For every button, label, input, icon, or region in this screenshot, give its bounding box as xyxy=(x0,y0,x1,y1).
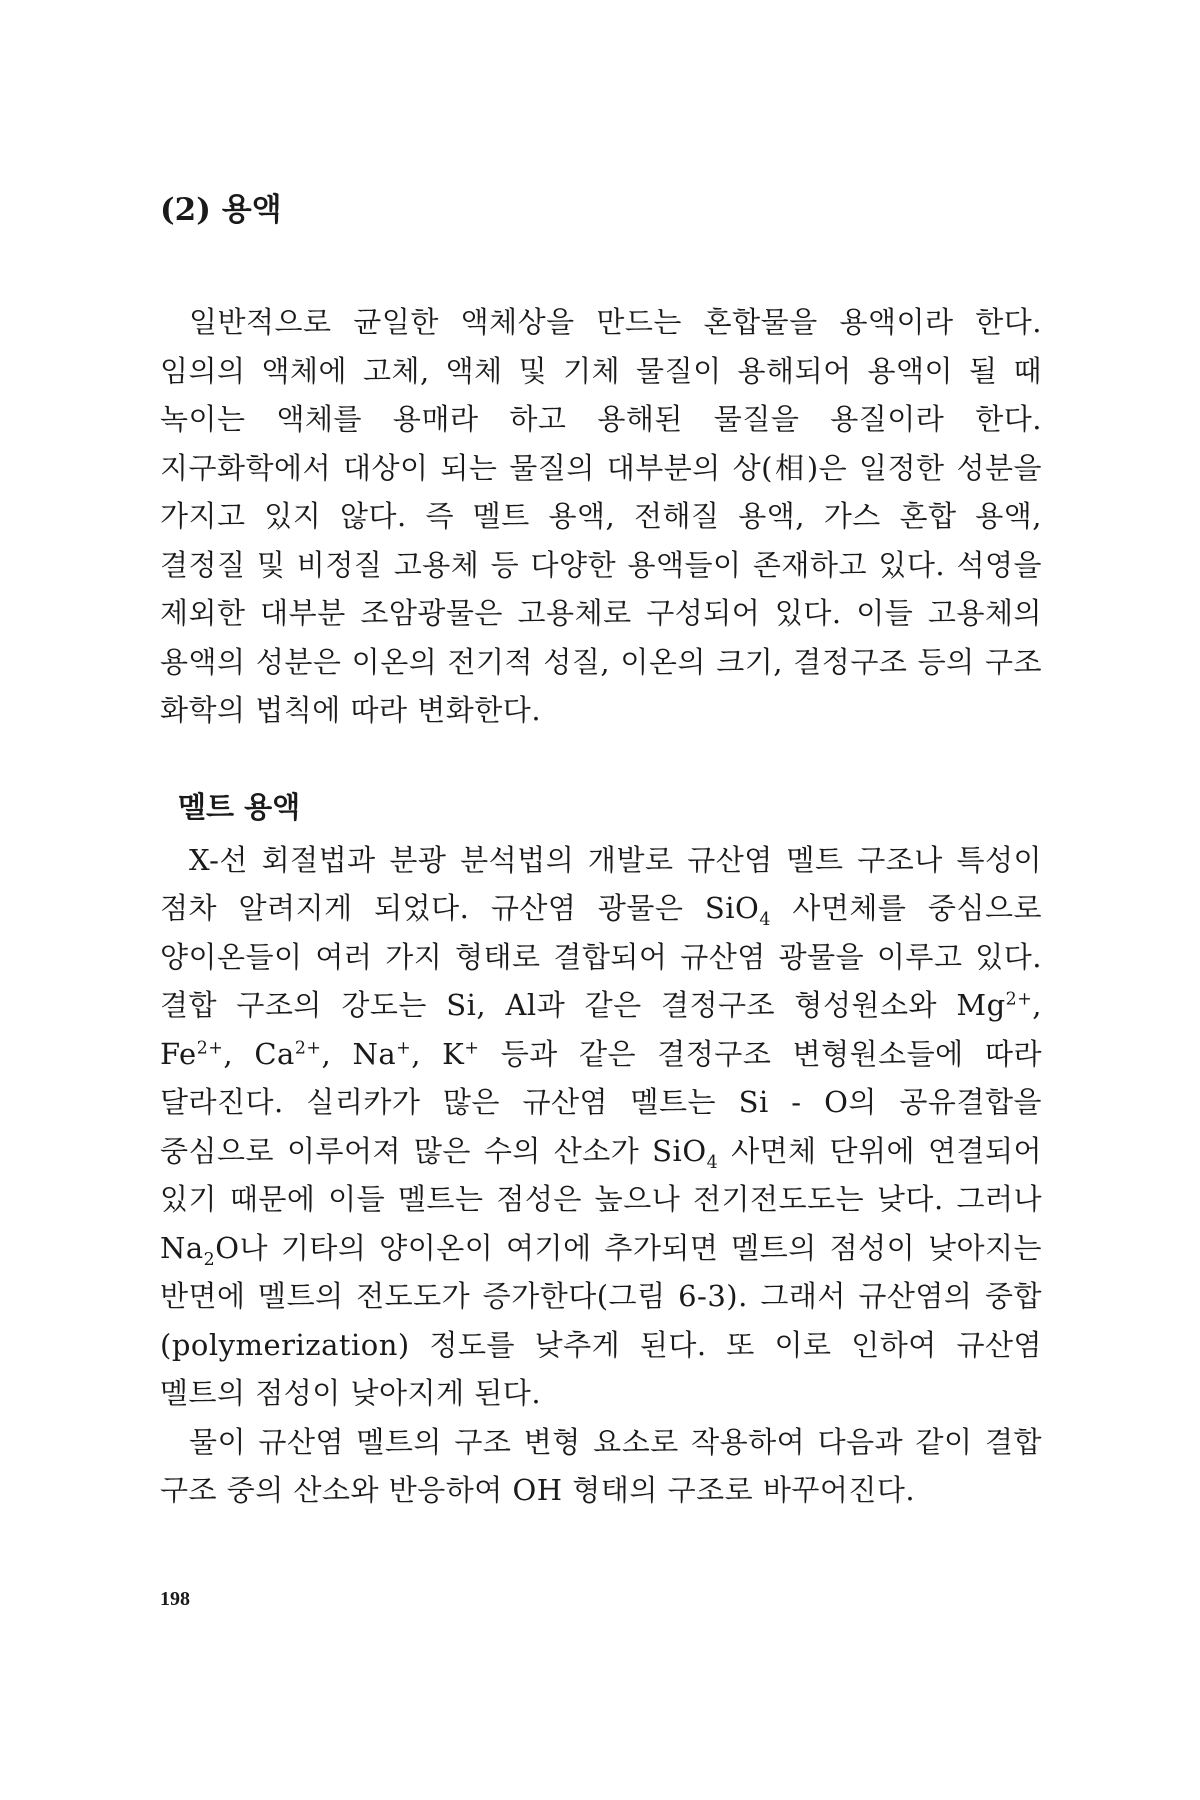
intro-paragraph: 일반적으로 균일한 액체상을 만드는 혼합물을 용액이라 한다. 임의의 액체에 고체, 액체 및 기체 물질이 용해되어 용액이 될 때 녹이는 액체를 용매라 하고 용해된 물질을 용질이라 한다. 지구화학에서 대상이 되는 물질의 대부분의 상(相)은 일정한 성분을 가지고 있지 않다. 즉 멜트 용액, 전해질 용액, 가스 혼합 용액, 결정질 및 비정질 고용체 등 다양한 용액들이 존재하고 있다. 석영을 제외한 대부분 조암광물은 고용체로 구성되어 있다. 이들 고용체의 용액의 성분은 이온의 전기적 성질, 이온의 크기, 결정구조 등의 구조 화학의 법칙에 따라 변화한다. xyxy=(160,305,1042,727)
melt-paragraph xyxy=(160,836,1042,1418)
melt-text-g: 등과 같은 결정구조 변형원소들에 따라 달라진다. 실리카가 많은 규산염 멜트는 Si - O의 공유결합을 중심으로 이루어져 많은 수의 산소가 SiO xyxy=(160,1036,1042,1168)
page-number: 198 xyxy=(160,1588,190,1610)
melt-sub-1: 4 xyxy=(759,909,771,930)
melt-sub-2: 4 xyxy=(706,1152,719,1173)
melt-text-c: , Fe xyxy=(160,988,1042,1071)
melt-text-e: , Na xyxy=(321,1036,397,1071)
melt-sup-3: 2+ xyxy=(294,1037,322,1058)
melt-sup-5: + xyxy=(464,1037,480,1058)
melt-text-a: X-선 회절법과 분광 분석법의 개발로 규산염 멜트 구조나 특성이 점차 알려지게 되었다. 규산염 광물은 SiO xyxy=(160,842,1042,925)
melt-sub-3: 2 xyxy=(203,1249,216,1270)
melt-text-f: , K xyxy=(411,1036,465,1071)
page-content xyxy=(160,186,1042,1515)
subheading-melt-solution: 멜트 용액 xyxy=(178,789,301,824)
melt-text-b: 사면체를 중심으로 양이온들이 여러 가지 형태로 결합되어 규산염 광물을 이루고 있다. 결합 구조의 강도는 Si, Al과 같은 결정구조 형성원소와 Mg xyxy=(160,891,1042,1022)
water-paragraph: 물이 규산염 멜트의 구조 변형 요소로 작용하여 다음과 같이 결합 구조 중의 산소와 반응하여 OH 형태의 구조로 바꾸어진다. xyxy=(160,1424,1042,1507)
melt-sup-1: 2+ xyxy=(1005,989,1033,1010)
melt-sup-2: 2+ xyxy=(196,1037,224,1058)
melt-sup-4: + xyxy=(396,1037,412,1058)
melt-text-i: O나 기타의 양이온이 여기에 추가되면 멜트의 점성이 낮아지는 반면에 멜트의 전도도가 증가한다(그림 6-3). 그래서 규산염의 중합(polymerization) 정도를 낮추게 된다. 또 이로 인하여 규산염 멜트의 점성이 낮아지게 된다. xyxy=(160,1230,1042,1410)
melt-text-h: 사면체 단위에 연결되어 있기 때문에 이들 멜트는 점성은 높으나 전기전도도는 낮다. 그러나 Na xyxy=(160,1133,1043,1265)
melt-text-d: , Ca xyxy=(223,1036,295,1071)
section-title: (2) 용액 xyxy=(160,192,282,228)
